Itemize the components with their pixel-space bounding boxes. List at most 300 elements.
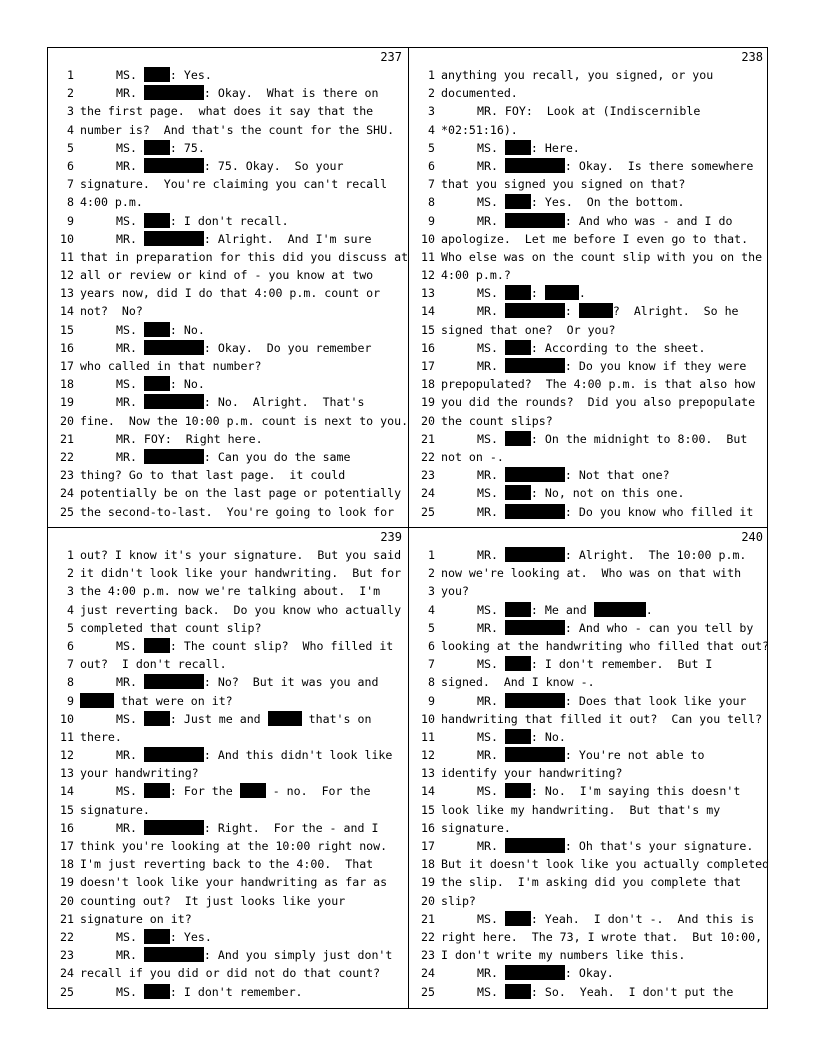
transcript-line bbox=[409, 564, 769, 582]
redaction-block bbox=[144, 376, 170, 391]
line-text: MS. bbox=[116, 377, 144, 392]
transcript-lines bbox=[48, 546, 408, 1001]
redaction-block bbox=[579, 303, 613, 318]
redaction-block bbox=[144, 820, 204, 835]
transcript-line bbox=[409, 983, 769, 1001]
transcript-line bbox=[48, 946, 408, 964]
line-text: MS. bbox=[477, 140, 505, 155]
transcript-line bbox=[409, 837, 769, 855]
line-text: MS. bbox=[477, 286, 505, 301]
transcript-page-239 bbox=[48, 528, 408, 1008]
line-text: MS. bbox=[116, 984, 144, 999]
line-text: : Here. bbox=[530, 140, 580, 155]
transcript-line bbox=[409, 284, 769, 302]
line-text: MR. bbox=[116, 820, 144, 835]
line-number: 23 bbox=[421, 948, 435, 963]
line-number: 4 bbox=[428, 122, 435, 137]
transcript-line bbox=[409, 157, 769, 175]
transcript-line bbox=[409, 892, 769, 910]
line-text: prepopulated? The 4:00 p.m. is that also how bbox=[441, 377, 756, 392]
line-text: : Yes. On the bottom. bbox=[530, 195, 685, 210]
line-text: number is? And that's the count for the SHU. bbox=[80, 122, 395, 137]
line-number: 15 bbox=[421, 802, 435, 817]
line-text: MR. bbox=[116, 340, 144, 355]
line-text: MR. FOY: Look at (Indiscernible bbox=[477, 104, 701, 119]
line-number: 19 bbox=[421, 395, 435, 410]
transcript-line bbox=[409, 619, 769, 637]
line-number: 12 bbox=[60, 268, 74, 283]
line-text: documented. bbox=[441, 86, 518, 101]
line-text: MS. bbox=[116, 784, 144, 799]
line-number: 24 bbox=[421, 486, 435, 501]
line-number: 20 bbox=[60, 893, 74, 908]
line-text: I don't write my numbers like this. bbox=[441, 948, 686, 963]
transcript-page-238 bbox=[409, 48, 769, 528]
line-text: MR. bbox=[116, 231, 144, 246]
transcript-line bbox=[48, 910, 408, 928]
line-number: 8 bbox=[428, 675, 435, 690]
line-text: : And this didn't look like bbox=[203, 748, 393, 763]
line-number: 22 bbox=[421, 929, 435, 944]
line-number: 16 bbox=[60, 340, 74, 355]
line-text: : No? But it was you and bbox=[203, 675, 379, 690]
transcript-line bbox=[409, 964, 769, 982]
line-text: MS. bbox=[477, 486, 505, 501]
line-text: : No. Alright. That's bbox=[203, 395, 365, 410]
line-number: 9 bbox=[67, 693, 74, 708]
transcript-line bbox=[48, 819, 408, 837]
transcript-line bbox=[48, 375, 408, 393]
line-text: : You're not able to bbox=[564, 748, 705, 763]
line-number: 14 bbox=[421, 304, 435, 319]
transcript-line bbox=[409, 230, 769, 248]
line-text: : Oh that's your signature. bbox=[564, 839, 754, 853]
line-number: 23 bbox=[421, 468, 435, 483]
transcript-line bbox=[48, 619, 408, 637]
line-number: 8 bbox=[67, 675, 74, 690]
line-text: I'm just reverting back to the 4:00. That bbox=[80, 857, 374, 872]
transcript-line bbox=[48, 66, 408, 84]
transcript-line bbox=[48, 339, 408, 357]
line-number: 10 bbox=[60, 711, 74, 726]
line-text: : Right. For the - and I bbox=[203, 820, 379, 835]
redaction-block bbox=[505, 693, 565, 708]
line-text: : bbox=[564, 304, 579, 319]
line-number: 14 bbox=[60, 304, 74, 319]
line-number: 6 bbox=[67, 158, 74, 173]
transcript-line bbox=[409, 746, 769, 764]
line-text: : On the midnight to 8:00. But bbox=[530, 431, 748, 446]
line-number: 1 bbox=[428, 68, 435, 82]
line-text: MR. bbox=[477, 468, 505, 483]
line-text: you did the rounds? Did you also prepopulate bbox=[441, 395, 756, 410]
line-text: : I don't remember. But I bbox=[530, 657, 713, 672]
line-text: not on -. bbox=[441, 449, 504, 464]
transcript-line bbox=[409, 302, 769, 320]
line-number: 22 bbox=[60, 929, 74, 944]
redaction-block bbox=[505, 213, 565, 228]
transcript-line bbox=[48, 728, 408, 746]
redaction-block bbox=[505, 911, 531, 926]
transcript-line bbox=[409, 393, 769, 411]
line-text: signature on it? bbox=[80, 911, 192, 926]
transcript-line bbox=[48, 84, 408, 102]
redaction-block bbox=[144, 158, 204, 173]
line-text: : Yeah. I don't -. And this is bbox=[530, 911, 755, 926]
line-number: 22 bbox=[421, 449, 435, 464]
line-text: signature. bbox=[80, 802, 150, 817]
redaction-block bbox=[144, 674, 204, 689]
transcript-line bbox=[48, 564, 408, 582]
transcript-line bbox=[48, 102, 408, 120]
line-number: 10 bbox=[421, 711, 435, 726]
line-text: : Okay. Do you remember bbox=[203, 340, 372, 355]
redaction-block bbox=[505, 140, 531, 155]
line-number: 15 bbox=[60, 802, 74, 817]
redaction-block bbox=[144, 67, 170, 82]
redaction-block bbox=[144, 213, 170, 228]
transcript-line bbox=[409, 321, 769, 339]
redaction-block bbox=[144, 322, 170, 337]
transcript-line bbox=[48, 601, 408, 619]
line-number: 1 bbox=[67, 68, 74, 82]
line-number: 21 bbox=[60, 431, 74, 446]
line-text: MS. bbox=[116, 322, 144, 337]
redaction-block bbox=[505, 340, 531, 355]
line-text: that in preparation for this did you discuss at bbox=[80, 249, 408, 264]
transcript-line bbox=[48, 582, 408, 600]
redaction-block bbox=[505, 656, 531, 671]
line-number: 6 bbox=[67, 638, 74, 653]
redaction-block bbox=[240, 783, 266, 798]
line-text: that's on bbox=[301, 711, 372, 726]
transcript-line bbox=[409, 266, 769, 284]
transcript-line bbox=[48, 466, 408, 484]
line-text: MS. bbox=[116, 929, 144, 944]
line-text: it didn't look like your handwriting. But for bbox=[80, 566, 402, 581]
transcript-line bbox=[409, 357, 769, 375]
line-text: : No. bbox=[530, 729, 566, 744]
transcript-line bbox=[48, 157, 408, 175]
line-text: MR. bbox=[116, 449, 144, 464]
line-number: 23 bbox=[60, 948, 74, 963]
line-text: anything you recall, you signed, or you bbox=[441, 68, 714, 82]
transcript-line bbox=[48, 764, 408, 782]
line-text: : Me and bbox=[530, 602, 594, 617]
page-divider-vertical bbox=[408, 48, 409, 1008]
line-text: : Okay. Is there somewhere bbox=[564, 158, 754, 173]
line-text: the second-to-last. You're going to look for bbox=[80, 504, 395, 519]
redaction-block bbox=[505, 358, 565, 373]
line-text: who called in that number? bbox=[80, 359, 262, 373]
line-number: 1 bbox=[428, 548, 435, 562]
line-text: signed that one? Or you? bbox=[441, 322, 616, 337]
transcript-line bbox=[409, 546, 769, 564]
redaction-block bbox=[505, 194, 531, 209]
line-text: : No. I'm saying this doesn't bbox=[530, 784, 741, 799]
line-text: : Do you know if they were bbox=[564, 359, 747, 373]
line-text: : I don't recall. bbox=[169, 213, 289, 228]
transcript-line bbox=[48, 448, 408, 466]
transcript-line bbox=[48, 692, 408, 710]
line-number: 5 bbox=[67, 140, 74, 155]
transcript-line bbox=[409, 692, 769, 710]
redaction-block bbox=[268, 711, 302, 726]
line-text: : Yes. bbox=[169, 929, 212, 944]
line-text: : And you simply just don't bbox=[203, 948, 393, 963]
transcript-line bbox=[409, 375, 769, 393]
transcript-line bbox=[409, 139, 769, 157]
line-number: 24 bbox=[421, 966, 435, 981]
line-number: 10 bbox=[421, 231, 435, 246]
transcript-line bbox=[48, 230, 408, 248]
line-text: : And who - can you tell by bbox=[564, 620, 754, 635]
line-number: 19 bbox=[421, 875, 435, 890]
transcript-line bbox=[48, 321, 408, 339]
line-text: MS. bbox=[116, 140, 144, 155]
redaction-block bbox=[505, 431, 531, 446]
line-number: 3 bbox=[67, 104, 74, 119]
line-number: 15 bbox=[421, 322, 435, 337]
line-text: MR. bbox=[116, 748, 144, 763]
line-text: all or review or kind of - you know at two bbox=[80, 268, 374, 283]
transcript-line bbox=[409, 448, 769, 466]
line-number: 5 bbox=[428, 140, 435, 155]
line-text: MS. bbox=[477, 657, 505, 672]
transcript-line bbox=[48, 837, 408, 855]
transcript-line bbox=[409, 673, 769, 691]
transcript-line bbox=[48, 121, 408, 139]
transcript-line bbox=[409, 121, 769, 139]
redaction-block bbox=[505, 965, 565, 980]
line-text: . bbox=[645, 602, 653, 617]
line-text: : 75. bbox=[169, 140, 205, 155]
line-text: : Okay. What is there on bbox=[203, 86, 379, 101]
redaction-block bbox=[505, 984, 531, 999]
line-number: 3 bbox=[67, 584, 74, 599]
transcript-line bbox=[409, 84, 769, 102]
line-text: - no. For the bbox=[265, 784, 371, 799]
transcript-line bbox=[48, 302, 408, 320]
transcript-line bbox=[48, 710, 408, 728]
transcript-line bbox=[48, 266, 408, 284]
transcript-line bbox=[409, 412, 769, 430]
line-number: 6 bbox=[428, 638, 435, 653]
line-number: 25 bbox=[421, 984, 435, 999]
transcript-page-240 bbox=[409, 528, 769, 1008]
transcript-line bbox=[409, 819, 769, 837]
transcript-line bbox=[409, 946, 769, 964]
transcript-line bbox=[409, 637, 769, 655]
line-number: 3 bbox=[428, 584, 435, 599]
line-text: MR. bbox=[116, 158, 144, 173]
line-text: MS. bbox=[477, 195, 505, 210]
transcript-line bbox=[409, 339, 769, 357]
transcript-line bbox=[409, 601, 769, 619]
redaction-block bbox=[505, 285, 531, 300]
redaction-block bbox=[144, 984, 170, 999]
transcript-line bbox=[409, 175, 769, 193]
line-number: 19 bbox=[60, 395, 74, 410]
line-number: 7 bbox=[428, 177, 435, 192]
line-text: the count slips? bbox=[441, 413, 553, 428]
line-number: 13 bbox=[421, 286, 435, 301]
line-text: the slip. I'm asking did you complete that bbox=[441, 875, 742, 890]
redaction-block bbox=[505, 747, 565, 762]
transcript-line bbox=[409, 582, 769, 600]
transcript-line bbox=[48, 928, 408, 946]
line-text: MS. bbox=[116, 213, 144, 228]
line-text: looking at the handwriting who filled that out? bbox=[441, 638, 769, 653]
line-text: that were on it? bbox=[114, 693, 233, 708]
line-number: 17 bbox=[60, 839, 74, 853]
line-number: 23 bbox=[60, 468, 74, 483]
line-text: the first page. what does it say that the bbox=[80, 104, 374, 119]
line-number: 5 bbox=[67, 620, 74, 635]
line-text: MS. bbox=[477, 784, 505, 799]
page-number: 239 bbox=[380, 530, 402, 544]
transcript-line bbox=[48, 873, 408, 891]
line-number: 11 bbox=[60, 249, 74, 264]
line-text: MR. bbox=[477, 158, 505, 173]
redaction-block bbox=[144, 783, 170, 798]
line-text: MR. bbox=[116, 948, 144, 963]
redaction-block bbox=[505, 729, 531, 744]
redaction-block bbox=[505, 547, 565, 562]
line-text: *02:51:16). bbox=[441, 122, 518, 137]
line-text: MR. bbox=[477, 748, 505, 763]
transcript-line bbox=[409, 430, 769, 448]
redaction-block bbox=[144, 394, 204, 409]
transcript-line bbox=[48, 175, 408, 193]
line-text: not? No? bbox=[80, 304, 143, 319]
line-text: the 4:00 p.m. now we're talking about. I'm bbox=[80, 584, 381, 599]
transcript-line bbox=[48, 655, 408, 673]
line-text: signature. bbox=[441, 820, 511, 835]
transcript-lines bbox=[409, 66, 769, 521]
line-text: : Not that one? bbox=[564, 468, 670, 483]
transcript-line bbox=[48, 801, 408, 819]
line-text: right here. The 73, I wrote that. But 10:00, bbox=[441, 929, 763, 944]
transcript-line bbox=[409, 248, 769, 266]
transcript-line bbox=[409, 873, 769, 891]
transcript-line bbox=[409, 782, 769, 800]
line-text: : No, not on this one. bbox=[530, 486, 685, 501]
line-text: Who else was on the count slip with you on the bbox=[441, 249, 763, 264]
line-text: out? I know it's your signature. But you said bbox=[80, 548, 402, 562]
line-text: MR. bbox=[477, 504, 505, 519]
line-number: 17 bbox=[421, 839, 435, 853]
transcript-line bbox=[48, 393, 408, 411]
line-text: But it doesn't look like you actually completed bbox=[441, 857, 769, 872]
line-text: . bbox=[578, 286, 586, 301]
line-number: 15 bbox=[60, 322, 74, 337]
line-text: : Can you do the same bbox=[203, 449, 351, 464]
line-number: 12 bbox=[60, 748, 74, 763]
line-text: MS. bbox=[116, 638, 144, 653]
redaction-block bbox=[144, 231, 204, 246]
line-number: 12 bbox=[421, 748, 435, 763]
line-text: MS. bbox=[477, 340, 505, 355]
line-text: ? Alright. So he bbox=[612, 304, 739, 319]
line-text: : bbox=[530, 286, 545, 301]
redaction-block bbox=[80, 693, 114, 708]
line-text: counting out? It just looks like your bbox=[80, 893, 346, 908]
line-text: 4:00 p.m. bbox=[80, 195, 143, 210]
line-number: 22 bbox=[60, 449, 74, 464]
line-number: 16 bbox=[421, 340, 435, 355]
line-text: 4:00 p.m.? bbox=[441, 268, 511, 283]
redaction-block bbox=[505, 158, 565, 173]
line-text: MR. bbox=[477, 693, 505, 708]
line-text: doesn't look like your handwriting as far as bbox=[80, 875, 388, 890]
transcript-line bbox=[48, 412, 408, 430]
page-number: 240 bbox=[741, 530, 763, 544]
line-text: out? I don't recall. bbox=[80, 657, 227, 672]
line-text: MR. bbox=[477, 359, 505, 373]
transcript-line bbox=[48, 964, 408, 982]
line-text: : Okay. bbox=[564, 966, 614, 981]
transcript-line bbox=[409, 484, 769, 502]
redaction-block bbox=[545, 285, 579, 300]
page-number: 238 bbox=[741, 50, 763, 64]
line-text: : Do you know who filled it bbox=[564, 504, 754, 519]
line-number: 25 bbox=[60, 504, 74, 519]
line-text: that you signed you signed on that? bbox=[441, 177, 686, 192]
redaction-block bbox=[144, 638, 170, 653]
line-number: 4 bbox=[67, 602, 74, 617]
line-number: 9 bbox=[428, 693, 435, 708]
transcript-line bbox=[409, 503, 769, 521]
line-text: MS. bbox=[477, 729, 505, 744]
line-text: look like my handwriting. But that's my bbox=[441, 802, 721, 817]
line-text: MR. bbox=[116, 675, 144, 690]
line-number: 25 bbox=[421, 504, 435, 519]
redaction-block bbox=[505, 467, 565, 482]
line-number: 24 bbox=[60, 966, 74, 981]
line-text: completed that count slip? bbox=[80, 620, 262, 635]
transcript-line bbox=[48, 892, 408, 910]
redaction-block bbox=[144, 449, 204, 464]
line-text: MR. bbox=[477, 839, 505, 853]
line-text: : No. bbox=[169, 322, 205, 337]
line-text: : So. Yeah. I don't put the bbox=[530, 984, 734, 999]
line-text: : I don't remember. bbox=[169, 984, 303, 999]
line-text: apologize. Let me before I even go to that. bbox=[441, 231, 749, 246]
line-text: : No. bbox=[169, 377, 205, 392]
line-text: : For the bbox=[169, 784, 240, 799]
line-text: : Does that look like your bbox=[564, 693, 747, 708]
line-text: signature. You're claiming you can't recall bbox=[80, 177, 388, 192]
line-number: 13 bbox=[421, 766, 435, 781]
line-number: 13 bbox=[60, 766, 74, 781]
line-text: think you're looking at the 10:00 right now. bbox=[80, 839, 388, 853]
line-number: 8 bbox=[67, 195, 74, 210]
transcript-line bbox=[48, 983, 408, 1001]
line-text: just reverting back. Do you know who actually bbox=[80, 602, 402, 617]
transcript-line bbox=[48, 484, 408, 502]
line-number: 18 bbox=[421, 377, 435, 392]
transcript-sheet bbox=[47, 47, 768, 1009]
transcript-line bbox=[409, 193, 769, 211]
redaction-block bbox=[144, 929, 170, 944]
line-text: : Alright. And I'm sure bbox=[203, 231, 372, 246]
line-number: 21 bbox=[421, 431, 435, 446]
line-number: 17 bbox=[60, 359, 74, 373]
transcript-line bbox=[48, 357, 408, 375]
transcript-line bbox=[48, 248, 408, 266]
line-number: 11 bbox=[421, 249, 435, 264]
